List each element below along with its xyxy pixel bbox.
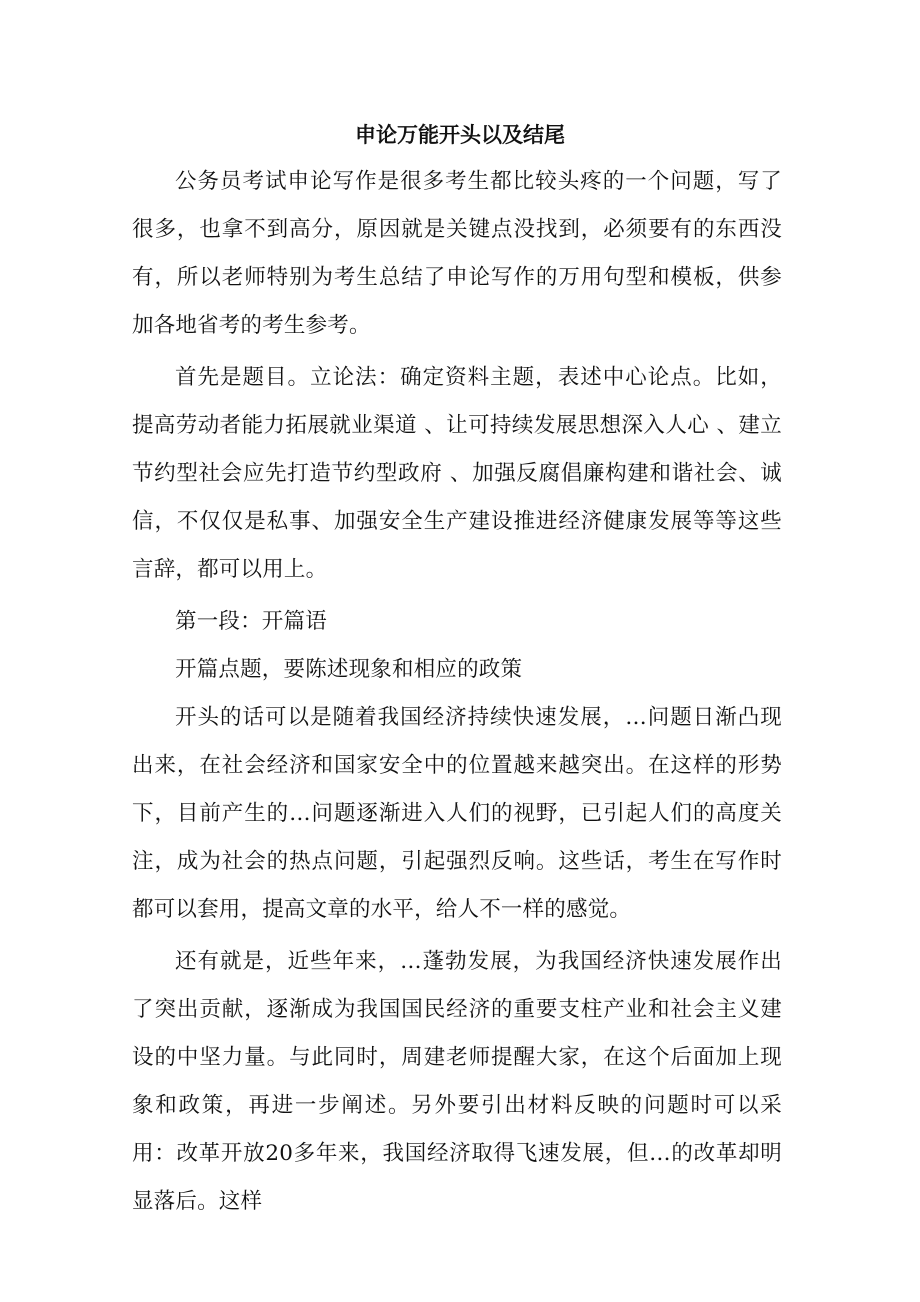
paragraph-intro: 公务员考试申论写作是很多考生都比较头疼的一个问题，写了很多，也拿不到高分，原因就是关键点没找到，必须要有的东西没有，所以老师特别为考生总结了申论写作的万用句型和模板，供参加各地省考的考生参考。 xyxy=(132,169,782,338)
paragraph-opening-example: 开头的话可以是随着我国经济持续快速发展，…问题日渐凸现出来，在社会经济和国家安全中的位置越来越突出。在这样的形势下，目前产生的…问题逐渐进入人们的视野，已引起人们的高度关注，成为社会的热点问题，引起强烈反响。这些话，考生在写作时都可以套用，提高文章的水平，给人不一样的感觉。 xyxy=(132,705,782,922)
paragraph-title-method: 首先是题目。立论法：确定资料主题，表述中心论点。比如，提高劳动者能力拓展就业渠道 、让可持续发展思想深入人心 、建立节约型社会应先打造节约型政府 、加强反腐倡廉构建和谐社会、诚信，不仅仅是私事、加强安全生产建设推进经济健康发展等等这些言辞，都可以用上。 xyxy=(132,365,782,582)
document-title: 申论万能开头以及结尾 xyxy=(355,122,565,147)
section-subheading: 开篇点题，要陈述现象和相应的政策 xyxy=(175,657,523,682)
section-heading-first-paragraph: 第一段：开篇语 xyxy=(175,609,327,634)
paragraph-additional-example: 还有就是，近些年来，…蓬勃发展，为我国经济快速发展作出了突出贡献，逐渐成为我国国民经济的重要支柱产业和社会主义建设的中坚力量。与此同时，周建老师提醒大家，在这个后面加上现象和政策，再进一步阐述。另外要引出材料反映的问题时可以采用：改革开放20多年来，我国经济取得飞速发展，但…的改革却明显落后。这样 xyxy=(132,949,782,1214)
document-body xyxy=(132,158,782,1230)
